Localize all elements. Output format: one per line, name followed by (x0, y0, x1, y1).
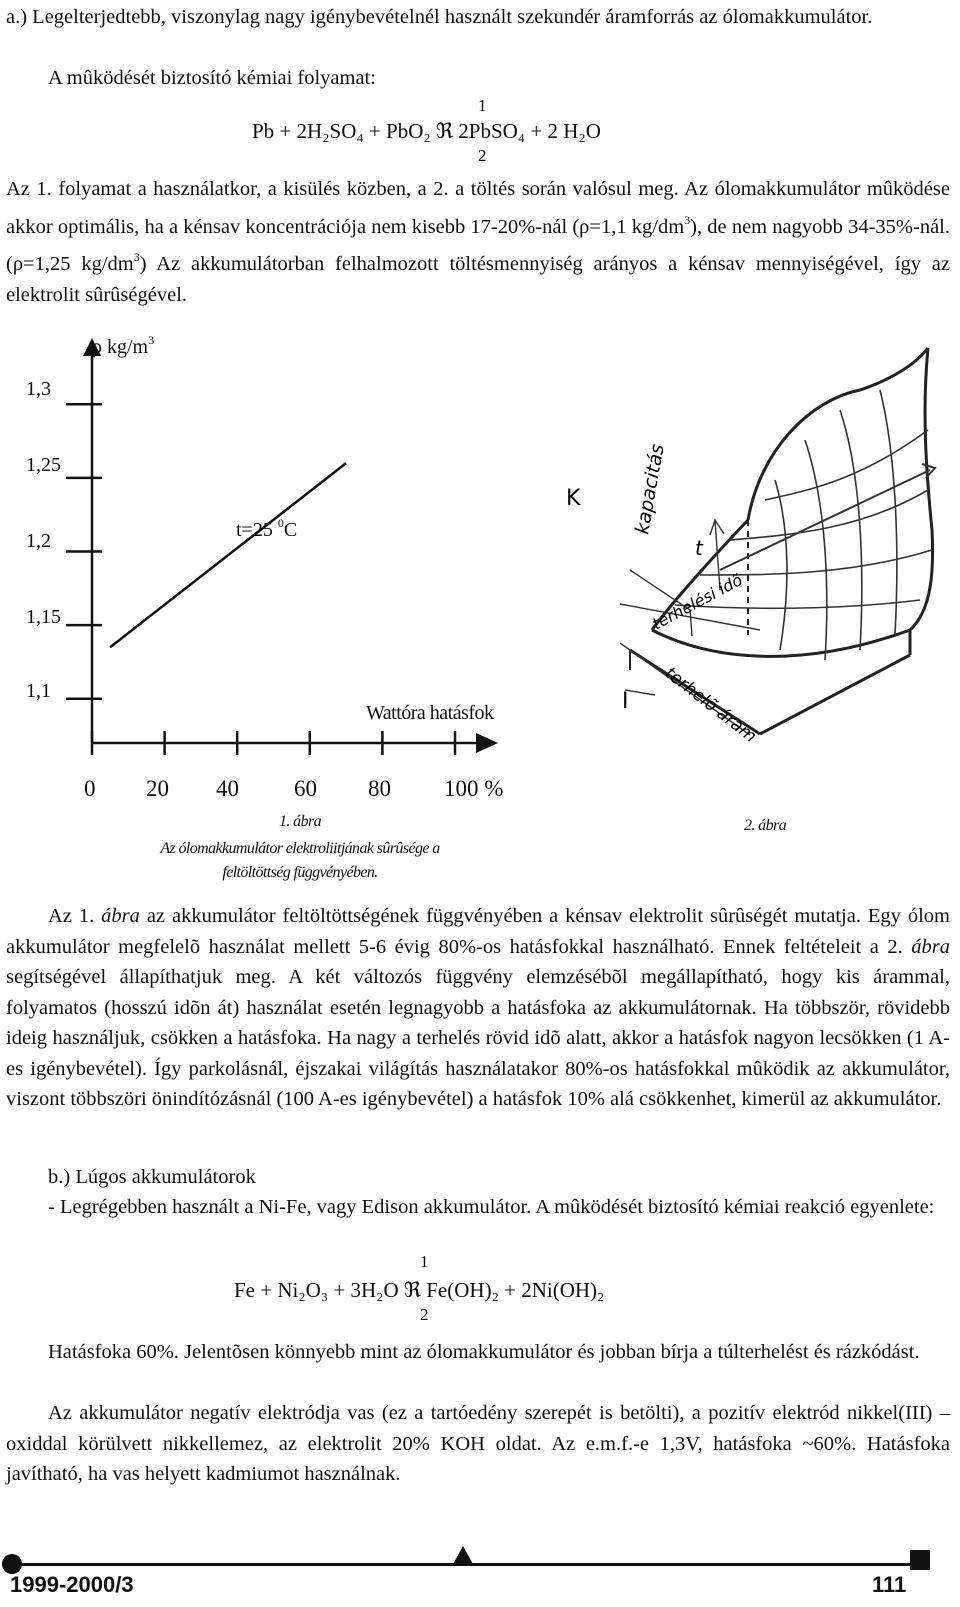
fig1-label: 1. ábra (278, 813, 322, 830)
eq1-bottom: 2 (478, 146, 487, 165)
eq1-left: Pb + 2H₂SO₄ + PbO₂ (252, 119, 431, 143)
chart-ylabel: ρ $kg/m^3$ (92, 333, 155, 358)
para1-sup2: 3 (133, 250, 140, 264)
para1-sup1: 3 (684, 212, 691, 227)
terhelesi-ido-label: terhelési idõ (648, 570, 746, 634)
eq2-right: Fe(OH)₂ + 2Ni(OH)₂ (426, 1278, 605, 1302)
footer-triangle-marker (452, 1546, 474, 1566)
chart-1 (0, 330, 560, 810)
section-b-title: b.) Lúgos akkumulátorok (48, 1166, 256, 1188)
paragraph-2: Az 1. ábra az akkumulátor feltöltöttségének függvényében a kénsav elektrolit sûrûségét mutatja. Egy ólom akkumulátor megfelelõ használat mellett 5-6 évig 80%-os hatásfokkal használható. Ennek feltételeit a 2. ábra segítségével állapíthatjuk meg. A két változós függvény elemzésébõl megállapítható, hogy kis árammal, folyamatos (hosszú idõn át) használat esetén legnagyobb a hatásfoka az akkumulátornak. Ha többször, rövidebb ideig használjuk, csökken a hatásfoka. Ha nagy a terhelés rövid idõ alatt, akkor a hatásfok nagyon lecsökken (1 A-es igénybevétel). Így parkolásnál, éjszakai világítás használatakor 80%-os hatásfokkal mûködik az akkumulátor, viszont többszöri önindítózásnál (100 A-es igénybevétel) a hatásfok 10% alá csökkenhet, kimerül az akkumulátor. (6, 905, 950, 1110)
paragraph-3: Hatásfoka 60%. Jelentõsen könnyebb mint az ólomakkumulátor és jobban bírja a túlterhelést és rázkódást. (48, 1341, 920, 1363)
footer-circle-marker (2, 1554, 22, 1574)
y-tick-label: 1,3 (26, 378, 51, 400)
eq2-bottom: 2 (420, 1305, 429, 1324)
paragraph-4: Az akkumulátor negatív elektródja vas (ez a tartóedény szerepét is betölti), a pozitív elektród nikkel(III) –oxiddal körülvett nikkellemez, az elektrolit 20% KOH oldat. Az e.m.f.-e 1,3V, hatásfoka ~60%. Hatásfoka javítható, ha vas helyett kadmiumot használnak. (6, 1402, 950, 1485)
paragraph-1 (6, 174, 950, 310)
chart-annotation: t=25 $^0$C (236, 516, 298, 541)
eq2-left: Fe + Ni₂O₃ + 3H₂O (234, 1278, 399, 1302)
x-tick-label: 40 (216, 776, 239, 801)
para1-c: ) Az akkumulátorban felhalmozott töltésmennyiség arányos a kénsav mennyiségével, így az elektrolit sûrûségével. (6, 253, 950, 306)
y-tick-label: 1,1 (26, 680, 51, 702)
x-axis-arrow (476, 733, 498, 753)
eq1-top: 1 (478, 96, 487, 115)
para1-b: ), de nem nagyobb 34-35%-nál.(ρ=1,25 kg/dm (6, 215, 950, 275)
density-chart-svg (0, 330, 560, 810)
x-tick-label: 60 (294, 776, 317, 801)
section-b-paragraph: - Legrégebben használt a Ni-Fe, vagy Edison akkumulátor. A mûködését biztosító kémiai reakció egyenlete: (48, 1196, 935, 1218)
y-tick-label: 1,25 (26, 454, 61, 476)
eq2-top: 1 (420, 1252, 429, 1271)
x-tick-label: 80 (368, 776, 391, 801)
footer-issue: 1999-2000/3 (10, 1572, 134, 1597)
intro-paragraph: a.) Legelterjedtebb, viszonylag nagy igénybevételnél használt szekundér áramforrás az ólomakkumulátor. (6, 6, 873, 28)
axis-i-label: I (622, 689, 629, 714)
footer-square-marker (910, 1550, 930, 1570)
y-tick-label: 1,2 (26, 530, 51, 552)
fig1-caption-line1: Az ólomakkumulátor elektroliitjának sûrûsége a (160, 840, 440, 857)
terhelo-aram-label: terhelõ áram (660, 663, 761, 747)
equation-2 (234, 1278, 604, 1303)
axis-k-label: K (566, 486, 581, 511)
axis-t-label: t (695, 536, 703, 560)
chart-xlabel: Wattóra hatásfok (366, 702, 494, 724)
density-line (110, 463, 346, 647)
x-tick-label: 0 (84, 776, 96, 801)
eq2-arrow: ℜ (403, 1278, 421, 1302)
eq1-right: 2PbSO₄ + 2 H₂O (458, 119, 601, 143)
fig2-label: 2. ábra (743, 817, 787, 834)
x-tick-label: 100 % (444, 776, 504, 801)
fig1-caption-line2: feltöltöttség függvényében. (222, 864, 378, 881)
eq1-arrow: ℜ (435, 119, 454, 143)
intro-process-line: A mûködését biztosító kémiai folyamat: (48, 67, 376, 89)
equation-1 (252, 119, 601, 144)
kapacitas-label: kapacitás (631, 442, 669, 536)
x-tick-label: 20 (146, 776, 169, 801)
capacity-surface-drawing (560, 330, 950, 810)
para1-a: Az 1. folyamat a használatkor, a kisülés közben, a 2. a töltés során valósul meg. Az ólomakkumulátor mûködése akkor optimális, ha a kénsav koncentrációja nem kisebb 17-20%-nál (ρ=1,1 kg/dm (6, 178, 950, 238)
y-tick-label: 1,15 (26, 606, 61, 628)
figure-2 (560, 330, 950, 810)
footer-page-number: 111 (872, 1572, 907, 1597)
